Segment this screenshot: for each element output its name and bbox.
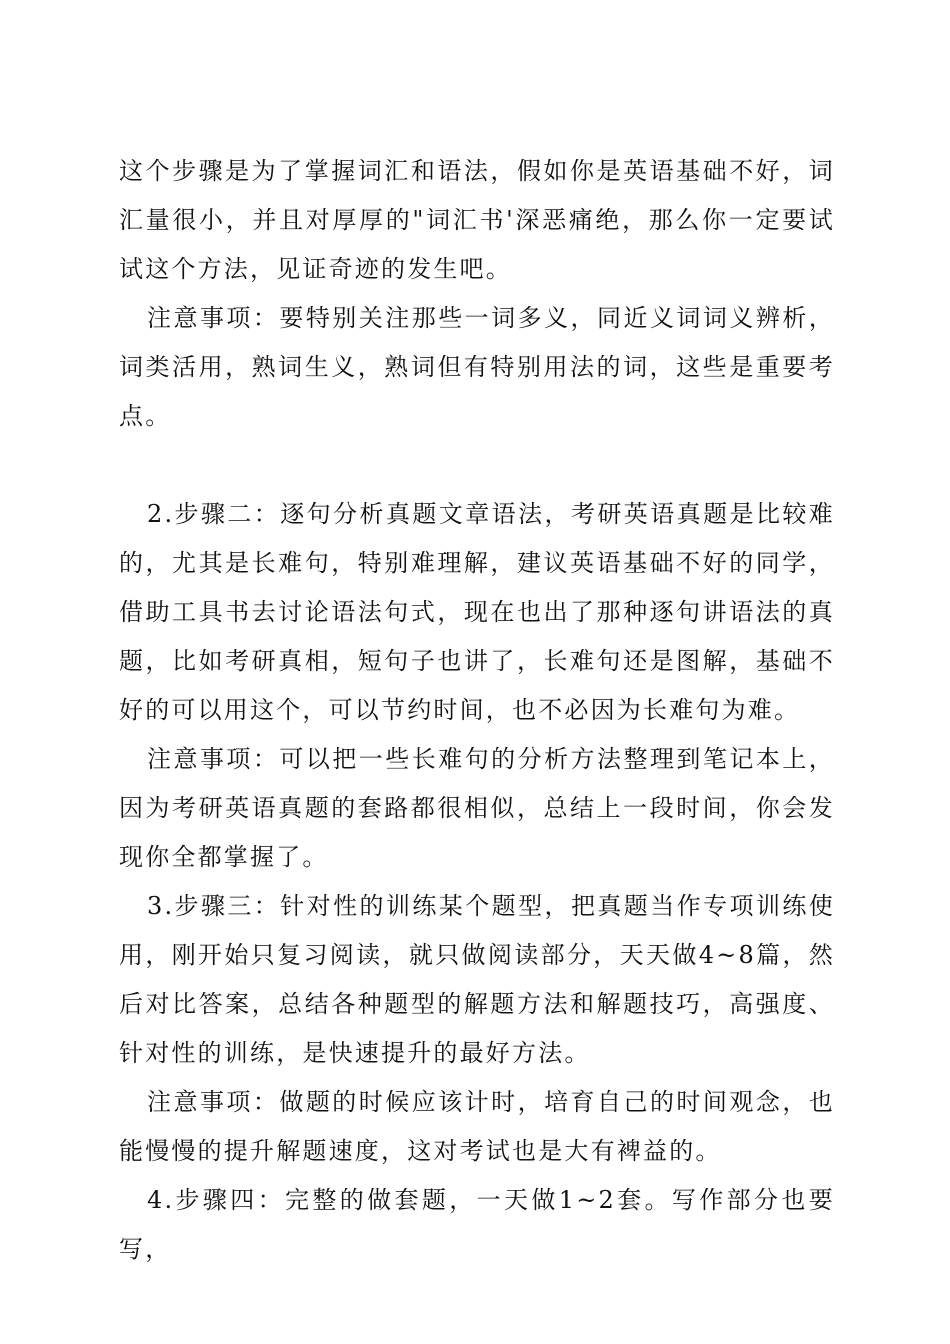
paragraph-note-3: 注意事项：做题的时候应该计时，培育自己的时间观念，也能慢慢的提升解题速度，这对考试也是大有裨益的。 (119, 1088, 835, 1165)
paragraph-vocabulary-intro: 这个步骤是为了掌握词汇和语法，假如你是英语基础不好，词汇量很小，并且对厚厚的"词汇书'深恶痛绝，那么你一定要试试这个方法，见证奇迹的发生吧。 (119, 157, 835, 283)
paragraph-step-3: 3.步骤三：针对性的训练某个题型，把真题当作专项训练使用，刚开始只复习阅读，就只做阅读部分，天天做4~8篇，然后对比答案，总结各种题型的解题方法和解题技巧，高强度、针对性的训练，是快速提升的最好方法。 (119, 892, 835, 1067)
paragraph-step-4: 4.步骤四：完整的做套题，一天做1~2套。写作部分也要写， (119, 1186, 835, 1263)
blank-line (119, 441, 835, 490)
document-body (119, 147, 835, 1274)
paragraph-note-1: 注意事项：要特别关注那些一词多义，同近义词词义辨析，词类活用，熟词生义，熟词但有特别用法的词，这些是重要考点。 (119, 304, 835, 430)
paragraph-step-2: 2.步骤二：逐句分析真题文章语法，考研英语真题是比较难的，尤其是长难句，特别难理解，建议英语基础不好的同学，借助工具书去讨论语法句式，现在也出了那种逐句讲语法的真题，比如考研真相，短句子也讲了，长难句还是图解，基础不好的可以用这个，可以节约时间，也不必因为长难句为难。 (119, 500, 835, 724)
paragraph-note-2: 注意事项：可以把一些长难句的分析方法整理到笔记本上，因为考研英语真题的套路都很相似，总结上一段时间，你会发现你全都掌握了。 (119, 745, 835, 871)
